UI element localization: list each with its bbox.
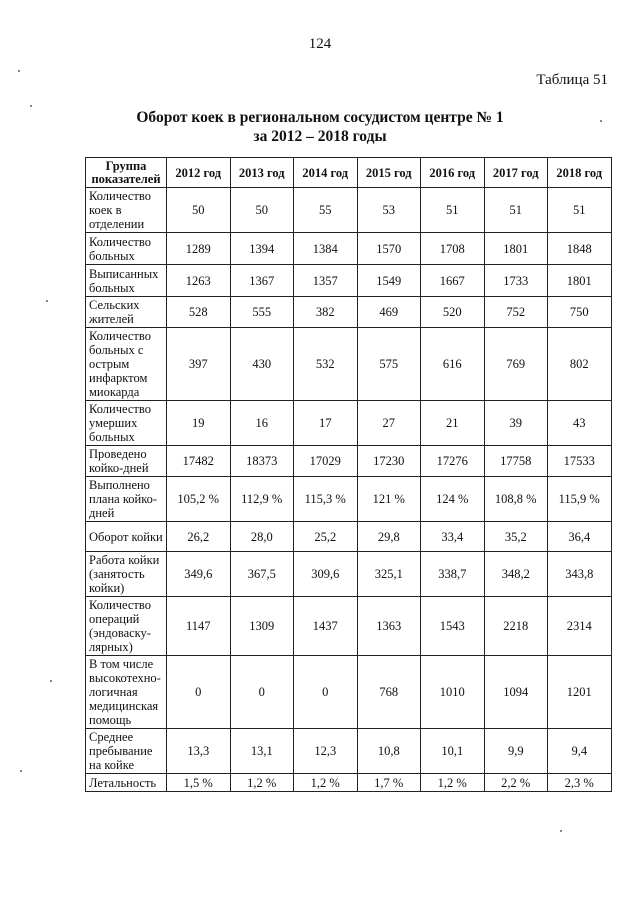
table-cell: 50 (167, 188, 231, 233)
table-cell: 51 (421, 188, 485, 233)
table-cell: 1147 (167, 597, 231, 656)
table-cell: 1094 (484, 656, 548, 729)
table-cell: 51 (548, 188, 612, 233)
table-cell: 26,2 (167, 522, 231, 552)
table-cell: 17276 (421, 446, 485, 477)
table-cell: 19 (167, 401, 231, 446)
scan-speck (600, 120, 602, 122)
table-cell: 10,1 (421, 729, 485, 774)
table-cell: 348,2 (484, 552, 548, 597)
table-cell: 349,6 (167, 552, 231, 597)
table-cell: 39 (484, 401, 548, 446)
table-cell: 115,9 % (548, 477, 612, 522)
table-cell: 55 (294, 188, 358, 233)
scan-speck (560, 830, 562, 832)
document-title (0, 108, 640, 146)
table-cell: 768 (357, 656, 421, 729)
table-cell: 1801 (548, 265, 612, 297)
scan-speck (46, 300, 48, 302)
row-label: Сельских жителей (86, 297, 167, 328)
table-cell: 124 % (421, 477, 485, 522)
table-cell: 382 (294, 297, 358, 328)
table-cell: 1708 (421, 233, 485, 265)
row-label: В том числе высокотехно-логичная медицинская помощь (86, 656, 167, 729)
table-cell: 17533 (548, 446, 612, 477)
row-label: Проведено койко-дней (86, 446, 167, 477)
header-year: 2014 год (294, 158, 358, 188)
table-cell: 35,2 (484, 522, 548, 552)
table-cell: 2,3 % (548, 774, 612, 792)
table-cell: 520 (421, 297, 485, 328)
bed-turnover-table (85, 157, 612, 792)
scan-speck (20, 770, 22, 772)
table-cell: 108,8 % (484, 477, 548, 522)
table-cell: 752 (484, 297, 548, 328)
table-cell: 1437 (294, 597, 358, 656)
header-year: 2012 год (167, 158, 231, 188)
table-row (86, 265, 612, 297)
table-cell: 343,8 (548, 552, 612, 597)
table-cell: 397 (167, 328, 231, 401)
table-cell: 2314 (548, 597, 612, 656)
row-label: Выписанных больных (86, 265, 167, 297)
table-cell: 105,2 % (167, 477, 231, 522)
row-label: Количество операций (эндоваску-лярных) (86, 597, 167, 656)
table-cell: 51 (484, 188, 548, 233)
table-cell: 18373 (230, 446, 294, 477)
table-cell: 1733 (484, 265, 548, 297)
table-cell: 469 (357, 297, 421, 328)
row-label: Количество коек в отделении (86, 188, 167, 233)
table-cell: 121 % (357, 477, 421, 522)
table-cell: 367,5 (230, 552, 294, 597)
row-label: Оборот койки (86, 522, 167, 552)
table-label: Таблица 51 (536, 72, 608, 88)
table-row (86, 552, 612, 597)
table-cell: 802 (548, 328, 612, 401)
table-row (86, 401, 612, 446)
row-label: Работа койки (занятость койки) (86, 552, 167, 597)
table-cell: 29,8 (357, 522, 421, 552)
header-year: 2018 год (548, 158, 612, 188)
scan-speck (50, 680, 52, 682)
table-cell: 1801 (484, 233, 548, 265)
row-label: Летальность (86, 774, 167, 792)
table-cell: 575 (357, 328, 421, 401)
header-year: 2016 год (421, 158, 485, 188)
table-row (86, 297, 612, 328)
table-cell: 0 (294, 656, 358, 729)
table-cell: 17758 (484, 446, 548, 477)
table-cell: 17482 (167, 446, 231, 477)
table-cell: 1,5 % (167, 774, 231, 792)
table-cell: 9,4 (548, 729, 612, 774)
table-row (86, 522, 612, 552)
table-cell: 17 (294, 401, 358, 446)
table-cell: 33,4 (421, 522, 485, 552)
table-row (86, 477, 612, 522)
scan-speck (30, 105, 32, 107)
table-body (86, 188, 612, 792)
page-number: 124 (308, 36, 332, 52)
header-year: 2013 год (230, 158, 294, 188)
table-row (86, 446, 612, 477)
table-cell: 532 (294, 328, 358, 401)
table-cell: 1289 (167, 233, 231, 265)
table-cell: 2218 (484, 597, 548, 656)
table-cell: 1309 (230, 597, 294, 656)
table-cell: 10,8 (357, 729, 421, 774)
table-cell: 21 (421, 401, 485, 446)
table-cell: 528 (167, 297, 231, 328)
table-cell: 1201 (548, 656, 612, 729)
table-cell: 1394 (230, 233, 294, 265)
table-cell: 13,1 (230, 729, 294, 774)
table-cell: 17029 (294, 446, 358, 477)
scan-speck (18, 70, 20, 72)
table-cell: 17230 (357, 446, 421, 477)
table-row (86, 597, 612, 656)
table-cell: 616 (421, 328, 485, 401)
table-row (86, 656, 612, 729)
table-cell: 1010 (421, 656, 485, 729)
table-cell: 750 (548, 297, 612, 328)
table-cell: 25,2 (294, 522, 358, 552)
table-cell: 43 (548, 401, 612, 446)
title-line-2: за 2012 – 2018 годы (253, 128, 387, 145)
table-cell: 53 (357, 188, 421, 233)
table-cell: 28,0 (230, 522, 294, 552)
row-label: Выполнено плана койко-дней (86, 477, 167, 522)
row-label: Количество умерших больных (86, 401, 167, 446)
table-row (86, 188, 612, 233)
header-group: Группа показателей (86, 158, 167, 188)
row-label: Количество больных (86, 233, 167, 265)
table-cell: 338,7 (421, 552, 485, 597)
row-label: Количество больных с острым инфарктом миокарда (86, 328, 167, 401)
table-cell: 1,2 % (421, 774, 485, 792)
table-cell: 1,7 % (357, 774, 421, 792)
table-cell: 309,6 (294, 552, 358, 597)
table-cell: 9,9 (484, 729, 548, 774)
table-row (86, 774, 612, 792)
table-row (86, 233, 612, 265)
table-cell: 1570 (357, 233, 421, 265)
table-cell: 2,2 % (484, 774, 548, 792)
row-label: Среднее пребывание на койке (86, 729, 167, 774)
table-cell: 769 (484, 328, 548, 401)
table-cell: 12,3 (294, 729, 358, 774)
table-cell: 1263 (167, 265, 231, 297)
table-cell: 27 (357, 401, 421, 446)
table-cell: 1667 (421, 265, 485, 297)
table-cell: 430 (230, 328, 294, 401)
table-cell: 0 (167, 656, 231, 729)
table-cell: 16 (230, 401, 294, 446)
title-line-1: Оборот коек в региональном сосудистом центре № 1 (136, 109, 504, 126)
table-cell: 115,3 % (294, 477, 358, 522)
table-cell: 1363 (357, 597, 421, 656)
table-cell: 555 (230, 297, 294, 328)
table-cell: 1848 (548, 233, 612, 265)
table-cell: 1549 (357, 265, 421, 297)
table-cell: 1357 (294, 265, 358, 297)
table-cell: 0 (230, 656, 294, 729)
table-header-row (86, 158, 612, 188)
header-year: 2017 год (484, 158, 548, 188)
table-cell: 1,2 % (294, 774, 358, 792)
table-row (86, 729, 612, 774)
table-row (86, 328, 612, 401)
table-cell: 112,9 % (230, 477, 294, 522)
table-cell: 50 (230, 188, 294, 233)
table-cell: 1367 (230, 265, 294, 297)
table-cell: 1,2 % (230, 774, 294, 792)
table-cell: 325,1 (357, 552, 421, 597)
table-cell: 13,3 (167, 729, 231, 774)
table-cell: 1543 (421, 597, 485, 656)
table-cell: 1384 (294, 233, 358, 265)
header-year: 2015 год (357, 158, 421, 188)
table-cell: 36,4 (548, 522, 612, 552)
